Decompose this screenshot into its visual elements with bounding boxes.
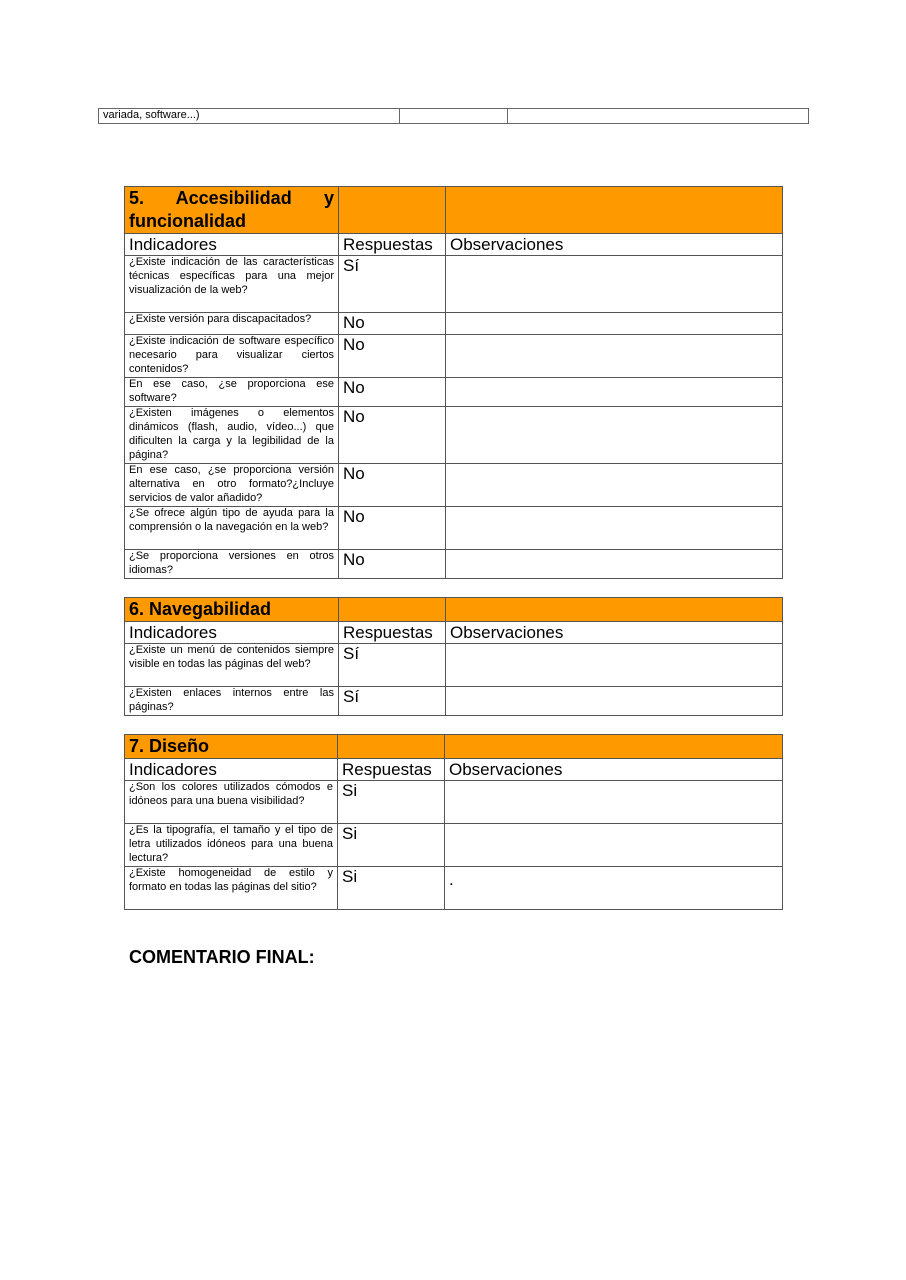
header-observaciones: Observaciones bbox=[445, 759, 783, 781]
observation-cell: . bbox=[445, 867, 783, 910]
header-respuestas: Respuestas bbox=[339, 234, 446, 256]
indicator-text: En ese caso, ¿se proporciona versión alternativa en otro formato?¿Incluye servicios de valor añadido? bbox=[125, 464, 339, 507]
indicator-text: En ese caso, ¿se proporciona ese software? bbox=[125, 378, 339, 407]
indicator-text: ¿Existe un menú de contenidos siempre visible en todas las páginas del web? bbox=[125, 644, 339, 687]
answer-cell: No bbox=[339, 550, 446, 579]
answer-cell: Si bbox=[338, 867, 445, 910]
final-comment-label: COMENTARIO FINAL: bbox=[129, 947, 315, 967]
answer-cell: Sí bbox=[339, 256, 446, 313]
table-row bbox=[125, 313, 783, 335]
continued-table bbox=[98, 108, 809, 124]
indicator-text: ¿Existe homogeneidad de estilo y formato en todas las páginas del sitio? bbox=[125, 867, 338, 910]
observation-cell bbox=[446, 550, 783, 579]
answer-cell: No bbox=[339, 378, 446, 407]
indicator-text: ¿Existe indicación de las características técnicas específicas para una mejor visualización de la web? bbox=[125, 256, 339, 313]
section-title: 7. Diseño bbox=[125, 735, 338, 759]
table-row bbox=[125, 407, 783, 464]
header-indicadores: Indicadores bbox=[125, 622, 339, 644]
answer-cell: No bbox=[339, 313, 446, 335]
section-table-navegabilidad bbox=[124, 597, 783, 716]
table-row bbox=[125, 464, 783, 507]
section-title: 6. Navegabilidad bbox=[125, 598, 339, 622]
observation-cell bbox=[445, 781, 783, 824]
table-row bbox=[125, 507, 783, 550]
table-row bbox=[125, 256, 783, 313]
section-title-row bbox=[125, 735, 783, 759]
indicator-text: ¿Existe indicación de software específico necesario para visualizar ciertos contenidos? bbox=[125, 335, 339, 378]
answer-cell: No bbox=[339, 335, 446, 378]
answer-cell: No bbox=[339, 407, 446, 464]
observation-cell bbox=[445, 824, 783, 867]
section-table-accesibilidad bbox=[124, 186, 783, 579]
table-row bbox=[125, 824, 783, 867]
header-indicadores: Indicadores bbox=[125, 234, 339, 256]
table-row bbox=[125, 781, 783, 824]
indicator-text: ¿Es la tipografía, el tamaño y el tipo de letra utilizados idóneos para una buena lectura? bbox=[125, 824, 338, 867]
observation-cell bbox=[446, 313, 783, 335]
observation-cell bbox=[446, 335, 783, 378]
answer-cell: Si bbox=[338, 781, 445, 824]
header-respuestas: Respuestas bbox=[338, 759, 445, 781]
indicator-text: ¿Se ofrece algún tipo de ayuda para la comprensión o la navegación en la web? bbox=[125, 507, 339, 550]
table-row bbox=[125, 335, 783, 378]
answer-cell: No bbox=[339, 507, 446, 550]
answer-cell: Si bbox=[338, 824, 445, 867]
indicator-text: ¿Se proporciona versiones en otros idiomas? bbox=[125, 550, 339, 579]
table-row bbox=[125, 867, 783, 910]
table-row bbox=[125, 687, 783, 716]
section-title-row bbox=[125, 187, 783, 234]
continued-cell-answer bbox=[400, 109, 508, 124]
observation-cell bbox=[446, 464, 783, 507]
observation-cell bbox=[446, 407, 783, 464]
continued-cell-text: variada, software...) bbox=[99, 109, 400, 124]
answer-cell: Sí bbox=[339, 644, 446, 687]
observation-cell bbox=[446, 507, 783, 550]
table-row bbox=[99, 109, 809, 124]
observation-cell bbox=[446, 644, 783, 687]
indicator-text: ¿Existe versión para discapacitados? bbox=[125, 313, 339, 335]
header-row bbox=[125, 234, 783, 256]
header-indicadores: Indicadores bbox=[125, 759, 338, 781]
table-row bbox=[125, 550, 783, 579]
header-row bbox=[125, 622, 783, 644]
observation-cell bbox=[446, 687, 783, 716]
section-table-diseno bbox=[124, 734, 783, 910]
answer-cell: Sí bbox=[339, 687, 446, 716]
section-title-row bbox=[125, 598, 783, 622]
observation-cell bbox=[446, 378, 783, 407]
indicator-text: ¿Existen imágenes o elementos dinámicos (flash, audio, vídeo...) que dificulten la carga y la legibilidad de la página? bbox=[125, 407, 339, 464]
indicator-text: ¿Son los colores utilizados cómodos e idóneos para una buena visibilidad? bbox=[125, 781, 338, 824]
table-row bbox=[125, 378, 783, 407]
answer-cell: No bbox=[339, 464, 446, 507]
indicator-text: ¿Existen enlaces internos entre las páginas? bbox=[125, 687, 339, 716]
section-title: 5. Accesibilidad y funcionalidad bbox=[125, 187, 339, 234]
header-observaciones: Observaciones bbox=[446, 622, 783, 644]
header-observaciones: Observaciones bbox=[446, 234, 783, 256]
table-row bbox=[125, 644, 783, 687]
header-respuestas: Respuestas bbox=[339, 622, 446, 644]
header-row bbox=[125, 759, 783, 781]
continued-cell-observation bbox=[508, 109, 809, 124]
observation-cell bbox=[446, 256, 783, 313]
